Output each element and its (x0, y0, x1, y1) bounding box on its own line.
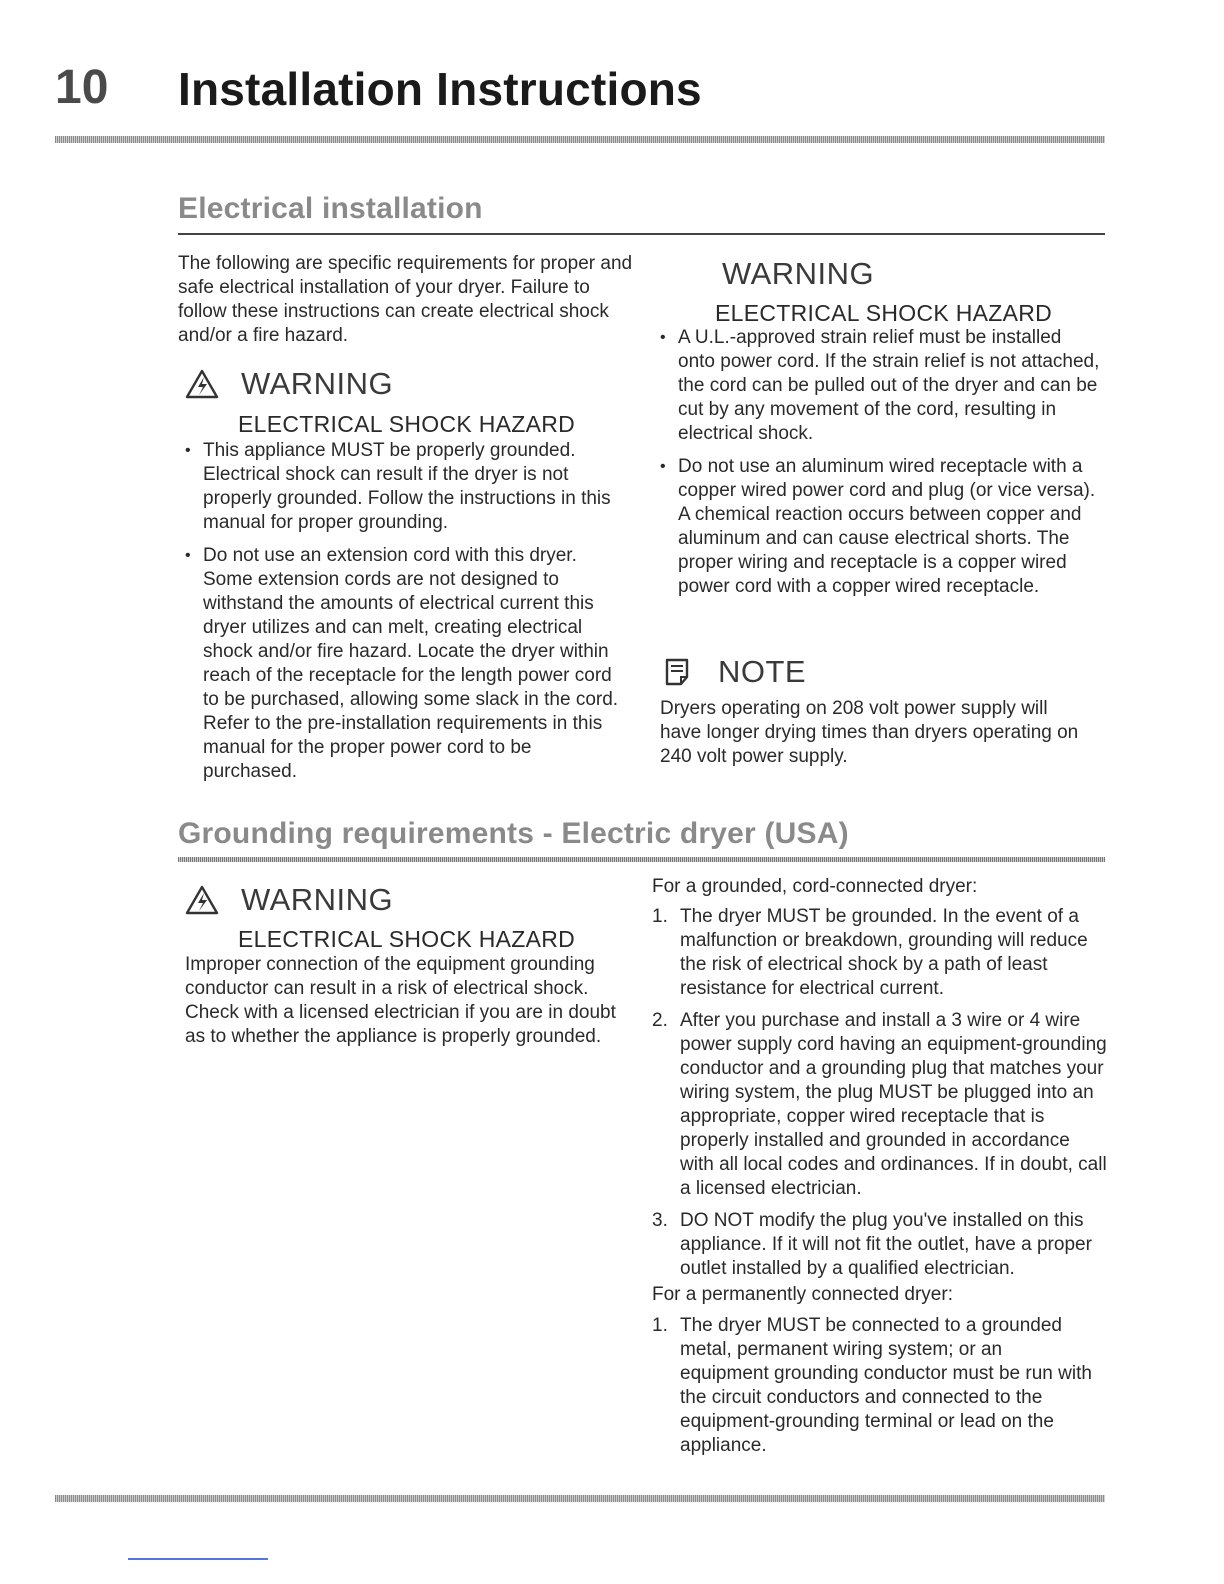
step-text: DO NOT modify the plug you've installed on this appliance. If it will not fit the outlet, have a proper outlet installed by a qualified electrician. (680, 1210, 1092, 1279)
warning-title-2: WARNING (722, 256, 875, 291)
list-item (652, 1009, 1107, 1201)
step-text: The dryer MUST be grounded. In the event of a malfunction or breakdown, grounding will reduce the risk of electrical shock by a path of least resistance for electrical current. (680, 906, 1088, 999)
grounding-warning-text: Improper connection of the equipment grounding conductor can result in a risk of electrical shock. Check with a licensed electrician if you are in doubt as to whether the appliance is properly grounded. (185, 954, 616, 1047)
list-item: • A U.L.-approved strain relief must be installed onto power cord. If the strain relief is not attached, the cord can be pulled out of the dryer and can be cut by any movement of the cord, resulting in electrical shock. (660, 326, 1100, 446)
footer-link-underline (128, 1558, 268, 1560)
section-heading-grounding: Grounding requirements - Electric dryer (USA) (178, 817, 849, 850)
warning-triangle-icon (185, 369, 219, 399)
note-heading (664, 654, 806, 690)
list-item: • Do not use an extension cord with this dryer. Some extension cords are not designed to withstand the amounts of electrical current this dryer utilizes and can melt, creating electrical shock and/or fire hazard. Locate the dryer within reach of the receptacle for the length power cord to be purchased, allowing some slack in the cord. Refer to the pre-installation requirements in this manual for the proper power cord to be purchased. (185, 544, 625, 784)
warning-title-3: WARNING (241, 882, 394, 917)
warning-subtitle-1: ELECTRICAL SHOCK HAZARD (238, 411, 576, 437)
warning-subtitle-2: ELECTRICAL SHOCK HAZARD (715, 300, 1053, 326)
list-item (652, 1314, 1092, 1458)
list-item (652, 1209, 1107, 1281)
warning-title-1: WARNING (241, 366, 394, 401)
section-heading-electrical: Electrical installation (178, 192, 483, 225)
note-title: NOTE (718, 654, 807, 689)
list-item: • Do not use an aluminum wired receptacle with a copper wired power cord and plug (or vice versa). A chemical reaction occurs between copper and aluminum and can cause electrical shorts. The proper wiring and receptacle is a copper wired power cord with a copper wired receptacle. (660, 455, 1100, 599)
section-rule-electrical (178, 233, 1105, 235)
warning-2-bullets (660, 326, 1100, 608)
header-rule (55, 136, 1105, 143)
step-text: The dryer MUST be connected to a grounded metal, permanent wiring system; or an equipment grounding conductor must be run with the circuit conductors and connected to the equipment-grounding terminal or lead on the appliance. (680, 1315, 1092, 1456)
footer-rule (55, 1495, 1105, 1502)
warning-subtitle-3: ELECTRICAL SHOCK HAZARD (238, 926, 576, 952)
electrical-intro: The following are specific requirements for proper and safe electrical installation of your dryer. Failure to follow these instructions can create electrical shock and/or a fire hazard. (178, 253, 633, 346)
page-title: Installation Instructions (178, 63, 702, 115)
note-icon (664, 658, 690, 686)
step-number: 1. (652, 906, 668, 927)
warning-1-bullets (185, 439, 625, 793)
permanent-steps (652, 1314, 1092, 1466)
warning-heading-3 (185, 882, 393, 918)
note-text: Dryers operating on 208 volt power supply will have longer drying times than dryers operating on 240 volt power supply. (660, 698, 1079, 767)
section-rule-grounding (178, 857, 1105, 862)
page-number: 10 (55, 61, 109, 114)
warning-triangle-icon (185, 885, 219, 915)
warning-heading-1 (185, 366, 393, 402)
step-text: After you purchase and install a 3 wire or 4 wire power supply cord having an equipment-grounding conductor and a grounding plug that matches your wiring system, the plug MUST be plugged into an appropriate, copper wired receptacle that is properly installed and grounded in accordance with all local codes and ordinances. If in doubt, call a licensed electrician. (680, 1010, 1107, 1199)
cord-connected-steps (652, 905, 1107, 1289)
list-item: • This appliance MUST be properly grounded. Electrical shock can result if the dryer is not properly grounded. Follow the instructions in this manual for proper grounding. (185, 439, 625, 535)
step-number: 2. (652, 1010, 668, 1031)
list-item (652, 905, 1107, 1001)
cord-connected-label: For a grounded, cord-connected dryer: (652, 876, 978, 897)
step-number: 1. (652, 1315, 668, 1336)
step-number: 3. (652, 1210, 668, 1231)
warning-heading-2 (722, 256, 874, 292)
permanent-label: For a permanently connected dryer: (652, 1284, 953, 1305)
